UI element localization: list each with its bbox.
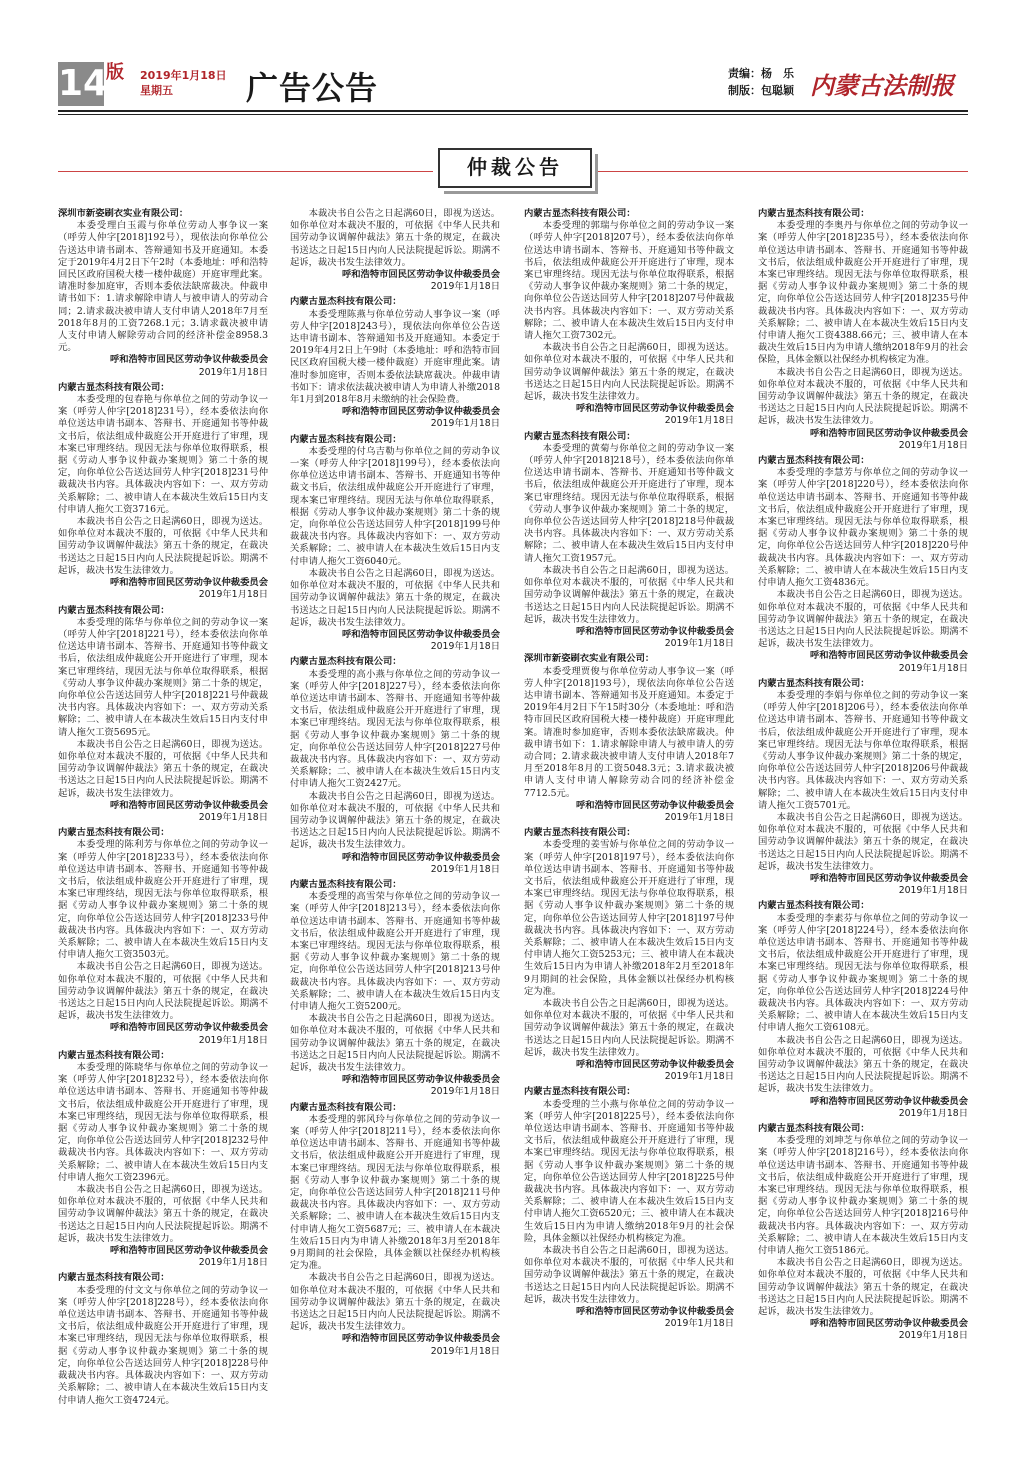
notice [758, 455, 968, 675]
notice-paragraph: 本裁决书自公告之日起满60日，即视为送达。如你单位对本裁决不服的，可依据《中华人民共和国劳动争议调解仲裁法》第五十条的规定，在裁决书送达之日起15日内向人民法院提起诉讼。期满不起诉，裁决书发生法律效力。 [58, 961, 268, 1022]
notice-paragraph: 本委受理的刘坤芝与你单位之间的劳动争议一案（呼劳人仲字[2018]216号），经本委依法向你单位送达申请书副本、答辩书、开庭通知书等仲裁文书后，依法组成仲裁庭公开开庭进行了审理，现本案已审理终结。现因无法与你单位取得联系，根据《劳动人事争议仲裁办案规则》第二十条的规定，向你单位公告送达回劳人仲字[2018]216号仲裁裁决书内容。具体裁决内容如下：一、双方劳动关系解除；二、被申请人在本裁决生效后15日内支付申请人拖欠工资5186元。 [758, 1135, 968, 1257]
notice-date: 2019年1月18日 [898, 439, 968, 451]
notice-recipient: 内蒙古显杰科技有限公司： [290, 433, 402, 445]
notice-recipient: 内蒙古显杰科技有限公司： [524, 208, 636, 219]
notice-recipient: 内蒙古显杰科技有限公司： [524, 827, 636, 839]
notice-paragraph: 本裁决书自公告之日起满60日，即视为送达。如你单位对本裁决不服的，可依据《中华人民共和国劳动争议调解仲裁法》第五十条的规定，在裁决书送达之日起15日内向人民法院提起诉讼。期满不起诉，裁决书发生法律效力。 [58, 516, 268, 576]
notice [58, 605, 268, 825]
notice [524, 1086, 734, 1330]
notice-paragraph: 本委受理的高雪荣与你单位之间的劳动争议一案（呼劳人仲字[2018]213号），经本委依法向你单位送达申请书副本、答辩书、开庭通知书等仲裁文书后，依法组成仲裁庭公开开庭进行了审理，现本案已审理终结。现因无法与你单位取得联系，根据《劳动人事争议仲裁办案规则》第二十条的规定，向你单位公告送达回劳人仲字[2018]213号仲裁裁决书内容。具体裁决内容如下：一、双方劳动关系解除；二、被申请人在本裁决生效后15日内支付申请人拖欠工资5200元。 [290, 891, 500, 1012]
notice-date: 2019年1月18日 [898, 1107, 968, 1119]
notice-recipient: 内蒙古显杰科技有限公司： [290, 656, 402, 668]
notice [758, 678, 968, 898]
page-label: 版 [106, 62, 124, 83]
notice-paragraph: 本裁决书自公告之日起满60日，即视为送达。如你单位对本裁决不服的，可依据《中华人民共和国劳动争议调解仲裁法》第五十条的规定，在裁决书送达之日起15日内向人民法院提起诉讼。期满不起诉，裁决书发生法律效力。 [524, 342, 734, 403]
header-rule [58, 110, 968, 112]
notice [290, 434, 500, 654]
notice-date: 2019年1月18日 [898, 1330, 968, 1342]
notice-paragraph: 本委受理陈燕与你单位劳动人事争议一案（呼劳人仲字[2018]243号），现依法向你单位公告送达申请书副本、答辩通知书及开庭通知。本委定于2019年4月2日上午9时（本委地址：呼和浩特市回民区政府国税大楼一楼仲裁庭）开庭审理此案。请准时参加庭审，否则本委依法缺席裁决。仲裁申请书如下：请求依法裁决被申请人为申请人补缴2018年1月到2018年8月未缴纳的社会保险费。 [290, 308, 500, 406]
page-number: 14 [58, 63, 109, 104]
notice-issuer: 呼和浩特市回民区劳动争议仲裁委员会 [109, 1245, 268, 1257]
notice-paragraph: 本裁决书自公告之日起满60日，即视为送达。如你单位对本裁决不服的，可依据《中华人民共和国劳动争议调解仲裁法》第五十条的规定，在裁决书送达之日起15日内向人民法院提起诉讼。期满不起诉，裁决书发生法律效力。 [758, 1034, 968, 1095]
notice-recipient: 深圳市新姿刷衣实业有限公司： [58, 208, 189, 219]
notice-date: 2019年1月18日 [664, 1318, 734, 1330]
notice-paragraph: 本裁决书自公告之日起满60日，即视为送达。如你单位对本裁决不服的，可依据《中华人民共和国劳动争议调解仲裁法》第五十条的规定，在裁决书送达之日起15日内向人民法院提起诉讼。期满不起诉，裁决书发生法律效力。 [524, 564, 734, 625]
notice-paragraph: 本裁决书自公告之日起满60日，即视为送达。如你单位对本裁决不服的，可依据《中华人民共和国劳动争议调解仲裁法》第五十条的规定，在裁决书送达之日起15日内向人民法院提起诉讼。期满不起诉，裁决书发生法律效力。 [290, 790, 500, 851]
title-rule-right [598, 171, 968, 172]
notice-recipient: 内蒙古显杰科技有限公司： [58, 381, 170, 393]
notice-issuer: 呼和浩特市回民区劳动争议仲裁委员会 [575, 1059, 734, 1071]
notice-date: 2019年1月18日 [198, 811, 268, 823]
issue-weekday: 星期五 [140, 84, 173, 97]
notice-date: 2019年1月18日 [198, 366, 268, 378]
notice-date: 2019年1月18日 [198, 1257, 268, 1269]
notice-recipient: 内蒙古显杰科技有限公司： [758, 455, 870, 467]
notice-paragraph: 本裁决书自公告之日起满60日，即视为送达。如你单位对本裁决不服的，可依据《中华人民共和国劳动争议调解仲裁法》第五十条的规定，在裁决书送达之日起15日内向人民法院提起诉讼。期满不起诉，裁决书发生法律效力。 [58, 1184, 268, 1244]
notice-paragraph: 本裁决书自公告之日起满60日，即视为送达。如你单位对本裁决不服的，可依据《中华人民共和国劳动争议调解仲裁法》第五十条的规定，在裁决书送达之日起15日内向人民法院提起诉讼。期满不起诉，裁决书发生法律效力。 [758, 366, 968, 427]
notice-paragraph: 本裁决书自公告之日起满60日，即视为送达。如你单位对本裁决不服的，可依据《中华人民共和国劳动争议调解仲裁法》第五十条的规定，在裁决书送达之日起15日内向人民法院提起诉讼。期满不起诉，裁决书发生法律效力。 [58, 738, 268, 799]
notice-title-bar [58, 155, 968, 179]
notice [524, 653, 734, 824]
newspaper-logo: 内蒙古法制报 [810, 71, 954, 100]
notice-issuer: 呼和浩特市回民区劳动争议仲裁委员会 [341, 406, 500, 418]
notice-paragraph: 本委受理的陈晓华与你单位之间的劳动争议一案（呼劳人仲字[2018]232号），经本委依法向你单位送达申请书副本、答辩书、开庭通知书等仲裁文书后，依法组成仲裁庭公开开庭进行了审理，现本案已审理终结，现因无法与你单位取得联系，根据《劳动人事争议仲裁办案规则》第二十条的规定，向你单位公告送达回劳人仲字[2018]232号仲裁裁决书内容。具体裁决内容如下：一、双方劳动关系解除；二、被申请人在本裁决生效后15日内支付申请人拖欠工资2396元。 [58, 1062, 268, 1183]
notice-date: 2019年1月18日 [664, 811, 734, 823]
notice-recipient: 内蒙古显杰科技有限公司： [290, 296, 402, 308]
notice [290, 656, 500, 876]
notice-recipient: 深圳市新姿刷衣实业有限公司： [524, 653, 655, 665]
notice-paragraph: 本裁决书自公告之日起满60日，即视为送达。如你单位对本裁决不服的，可依据《中华人民共和国劳动争议调解仲裁法》第五十条的规定，在裁决书送达之日起15日内向人民法院提起诉讼。期满不起诉，裁决书发生法律效力。 [290, 567, 500, 628]
notice-recipient: 内蒙古显杰科技有限公司： [290, 878, 402, 890]
notice-paragraph: 本委受理的郭瑞与你单位之间的劳动争议一案（呼劳人仲字[2018]207号），经本委依法向你单位送达申请书副本、答辩书、开庭通知书等仲裁文书后，依法组成仲裁庭公开开庭进行了审理，现本案已审理终结。现因无法与你单位取得联系，根据《劳动人事争议仲裁办案规则》第二十条的规定，向你单位公告送达回劳人仲字[2018]207号仲裁裁决书内容。具体裁决内容如下：一、双方劳动关系解除；二、被申请人在本裁决生效后15日内支付申请人拖欠工资7302元。 [524, 220, 734, 342]
notice-issuer: 呼和浩特市回民区劳动争议仲裁委员会 [341, 1333, 500, 1345]
notice [58, 1050, 268, 1270]
notice-date: 2019年1月18日 [664, 1071, 734, 1083]
notice-paragraph: 本委受理的兰小燕与你单位之间的劳动争议一案（呼劳人仲字[2018]225号），经本委依法向你单位送达申请书副本、答辩书、开庭通知书等仲裁文书后，依法组成仲裁庭公开开庭进行了审理，现本案已审理终结。现因无法与你单位取得联系，根据《劳动人事争议仲裁办案规则》第二十条的规定，向你单位公告送达回劳人仲字[2018]225号仲裁裁决书内容。具体裁决内容如下：一、双方劳动关系解除；二、被申请人在本裁决生效后15日内支付申请人拖欠工资6520元；三、被申请人在本裁决生效后15日内为申请人缴纳2018年9月的社会保险，具体金额以社保经办机构核定为准。 [524, 1098, 734, 1244]
issue-date-block [140, 68, 227, 98]
notice [758, 900, 968, 1120]
notice [524, 208, 734, 428]
notice-date: 2019年1月18日 [198, 1034, 268, 1046]
column-2 [290, 208, 500, 1361]
notice-paragraph: 本委受理的李素芬与你单位之间的劳动争议一案（呼劳人仲字[2018]224号），经本委依法向你单位送达申请书副本、答辩书、开庭通知书等仲裁文书后，依法组成仲裁庭公开开庭进行了审理，现本案已审理终结。现因无法与你单位取得联系，根据《劳动人事争议仲裁办案规则》第二十条的规定，向你单位公告送达回劳人仲字[2018]224号仲裁裁决书内容。具体裁决内容如下：一、双方劳动关系解除；二、被申请人在本裁决生效后15日内支付申请人拖欠工资6108元。 [758, 912, 968, 1034]
notice-recipient: 内蒙古显杰科技有限公司： [58, 604, 170, 616]
notice-issuer: 呼和浩特市回民区劳动争议仲裁委员会 [809, 427, 968, 439]
notice-paragraph: 本委受理的付文文与你单位之间的劳动争议一案（呼劳人仲字[2018]228号），经本委依法向你单位送达申请书副本、答辩书、开庭通知书等仲裁文书后，依法组成仲裁庭公开开庭进行了审理，现本案已审理终结，现因无法与你单位取得联系，根据《劳动人事争议仲裁办案规则》第二十条的规定，向你单位公告送达回劳人仲字[2018]228号仲裁裁决书内容。具体裁决内容如下：一、双方劳动关系解除；二、被申请人在本裁决生效后15日内支付申请人拖欠工资4724元。 [58, 1284, 268, 1406]
notice-recipient: 内蒙古显杰科技有限公司： [58, 1272, 170, 1284]
notice-recipient: 内蒙古显杰科技有限公司： [758, 208, 870, 219]
notice-issuer: 呼和浩特市回民区劳动争议仲裁委员会 [809, 1318, 968, 1330]
notice-paragraph: 本委受理的包春艳与你单位之间的劳动争议一案（呼劳人仲字[2018]231号），经本委依法向你单位送达申请书副本、答辩书、开庭通知书等仲裁文书后，依法组成仲裁庭公开开庭进行了审理，现本案已审理终结。现因无法与你单位取得联系，根据《劳动人事争议仲裁办案规则》第二十条的规定，向你单位公告送达回劳人仲字[2018]231号仲裁裁决书内容。具体裁决内容如下：一、双方劳动关系解除；二、被申请人在本裁决生效后15日内支付申请人拖欠工资3716元。 [58, 394, 268, 515]
notice-issuer: 呼和浩特市回民区劳动争议仲裁委员会 [109, 1022, 268, 1034]
header-rule-thin [58, 114, 968, 115]
notice-paragraph: 本委受理贾俊与你单位劳动人事争议一案（呼劳人仲字[2018]193号），现依法向你单位公告送达申请书副本、答辩通知书及开庭通知。本委定于2019年4月2日下午15时30分（本委地址：呼和浩特市回民区政府国税大楼一楼仲裁庭）开庭审理此案。请准时参加庭审，否则本委依法缺席裁决。仲裁申请书如下：1.请求解除申请人与被申请人的劳动合同；2.请求裁决被申请人支付申请人2018年7月至2018年8月的工资5048.3元；3.请求裁决被申请人支付申请人解除劳动合同的经济补偿金7712.5元。 [524, 665, 734, 799]
notice-recipient: 内蒙古显杰科技有限公司： [290, 1101, 402, 1113]
notice-paragraph: 本委受理的李慧芳与你单位之间的劳动争议一案（呼劳人仲字[2018]220号），经本委依法向你单位送达申请书副本、答辩书、开庭通知书等仲裁文书后，依法组成仲裁庭公开开庭进行了审理，现本案已审理终结。现因无法与你单位取得联系，根据《劳动人事争议仲裁办案规则》第二十条的规定，向你单位公告送达回劳人仲字[2018]220号仲裁裁决书内容。具体裁决内容如下：一、双方劳动关系解除；二、被申请人在本裁决生效后15日内支付申请人拖欠工资4836元。 [758, 467, 968, 589]
notice-paragraph: 本委受理的李娟与你单位之间的劳动争议一案（呼劳人仲字[2018]206号），经本委依法向你单位送达申请书副本、答辩书、开庭通知书等仲裁文书后，依法组成仲裁庭公开开庭进行了审理，现本案已审理终结。现因无法与你单位取得联系，根据《劳动人事争议仲裁办案规则》第二十条的规定，向你单位公告送达回劳人仲字[2018]206号仲裁裁决书内容。具体裁决内容如下：一、双方劳动关系解除；二、被申请人在本裁决生效后15日内支付申请人拖欠工资5701元。 [758, 689, 968, 811]
notice-issuer: 呼和浩特市回民区劳动争议仲裁委员会 [109, 354, 268, 366]
notice-paragraph: 本裁决书自公告之日起满60日，即视为送达。如你单位对本裁决不服的，可依据《中华人民共和国劳动争议调解仲裁法》第五十条的规定，在裁决书送达之日起15日内向人民法院提起诉讼。期满不起诉，裁决书发生法律效力。 [758, 589, 968, 650]
notice-issuer: 呼和浩特市回民区劳动争议仲裁委员会 [341, 269, 500, 281]
notice-paragraph: 本裁决书自公告之日起满60日，即视为送达。如你单位对本裁决不服的，可依据《中华人民共和国劳动争议调解仲裁法》第五十条的规定，在裁决书送达之日起15日内向人民法院提起诉讼。期满不起诉，裁决书发生法律效力。 [524, 1245, 734, 1305]
notice-issuer: 呼和浩特市回民区劳动争议仲裁委员会 [109, 577, 268, 589]
editor: 责编：杨 乐 [728, 67, 794, 80]
notice-paragraph: 本委受理的陈利芳与你单位之间的劳动争议一案（呼劳人仲字[2018]233号），经本委依法向你单位送达申请书副本、答辩书、开庭通知书等仲裁文书后，依法组成仲裁庭公开开庭进行了审理，现本案已审理终结，现因无法与你单位取得联系，根据《劳动人事争议仲裁办案规则》第二十条的规定，向你单位公告送达回劳人仲字[2018]233号仲裁裁决书内容。具体裁决内容如下：一、双方劳动关系解除；二、被申请人在本裁决生效后15日内支付申请人拖欠工资3503元。 [58, 839, 268, 961]
notice-recipient: 内蒙古显杰科技有限公司： [524, 1086, 636, 1098]
notice-recipient: 内蒙古显杰科技有限公司： [758, 900, 870, 912]
notice-issuer: 呼和浩特市回民区劳动争议仲裁委员会 [809, 1095, 968, 1107]
notice [58, 382, 268, 602]
notice [524, 431, 734, 651]
notice-paragraph: 本裁决书自公告之日起满60日，即视为送达。如你单位对本裁决不服的，可依据《中华人民共和国劳动争议调解仲裁法》第五十条的规定，在裁决书送达之日起15日内向人民法院提起诉讼。期满不起诉，裁决书发生法律效力。 [524, 998, 734, 1058]
notice [290, 1102, 500, 1358]
notice-date: 2019年1月18日 [664, 415, 734, 427]
notice [290, 879, 500, 1099]
notice-issuer: 呼和浩特市回民区劳动争议仲裁委员会 [341, 1074, 500, 1086]
notice [58, 208, 268, 379]
notice-issuer: 呼和浩特市回民区劳动争议仲裁委员会 [575, 403, 734, 415]
notice-paragraph: 本委受理白玉霞与你单位劳动人事争议一案（呼劳人仲字[2018]192号），现依法向你单位公告送达申请书副本、答辩通知书及开庭通知。本委定于2019年4月2日下午2时（本委地址：呼和浩特回民区政府国税大楼一楼仲裁庭）开庭审理此案。请准时参加庭审，否则本委依法缺席裁决。仲裁申请书如下：1.请求解除申请人与被申请人的劳动合同；2.请求裁决被申请人支付申请人2018年7月至2018年8月的工资7268.1元；3.请求裁决被申请人支付申请人解除劳动合同的经济补偿金8958.3元。 [58, 220, 268, 354]
notice-date: 2019年1月18日 [898, 885, 968, 897]
notice-date: 2019年1月18日 [430, 418, 500, 430]
notice-paragraph: 本裁决书自公告之日起满60日，即视为送达。如你单位对本裁决不服的，可依据《中华人民共和国劳动争议调解仲裁法》第五十条的规定，在裁决书送达之日起15日内向人民法院提起诉讼。期满不起诉，裁决书发生法律效力。 [758, 811, 968, 872]
notice [290, 208, 500, 293]
notice-date: 2019年1月18日 [430, 1345, 500, 1357]
notice [758, 208, 968, 452]
notice-issuer: 呼和浩特市回民区劳动争议仲裁委员会 [575, 799, 734, 811]
notice [58, 827, 268, 1047]
notice-date: 2019年1月18日 [430, 863, 500, 875]
editor-credits [728, 65, 794, 99]
column-4 [758, 208, 968, 1346]
notice-paragraph: 本裁决书自公告之日起满60日，即视为送达。如你单位对本裁决不服的，可依据《中华人民共和国劳动争议调解仲裁法》第五十条的规定，在裁决书送达之日起15日内向人民法院提起诉讼。期满不起诉，裁决书发生法律效力。 [290, 208, 500, 268]
notice-date: 2019年1月18日 [430, 1086, 500, 1098]
notice-paragraph: 本委受理的高小燕与你单位之间的劳动争议一案（呼劳人仲字[2018]227号），经本委依法向你单位送达申请书副本、答辩书、开庭通知书等仲裁文书后，依法组成仲裁庭公开开庭进行了审理，现本案已审理终结。现因无法与你单位取得联系，根据《劳动人事争议仲裁办案规则》第二十条的规定，向你单位公告送达回劳人仲字[2018]227号仲裁裁决书内容。具体裁决内容如下：一、双方劳动关系解除；二、被申请人在本裁决生效后15日内支付申请人拖欠工资2427元。 [290, 668, 500, 790]
notice-title: 仲裁公告 [438, 148, 592, 188]
notice [290, 296, 500, 430]
notice-paragraph: 本委受理的姜雪娇与你单位之间的劳动争议一案（呼劳人仲字[2018]197号），经本委依法向你单位送达申请书副本、答辩书、开庭通知书等仲裁文书后，依法组成仲裁庭公开开庭进行了审理，现本案已审理终结。现因无法与你单位取得联系，根据《劳动人事争议仲裁办案规则》第二十条的规定，向你单位公告送达回劳人仲字[2018]197号仲裁裁决书内容。具体裁决内容如下：一、双方劳动关系解除；二、被申请人在本裁决生效后15日内支付申请人拖欠工资5253元；三、被申请人在本裁决生效后15日内为申请人补缴2018年2月至2018年9月期间的社会保险，具体金额以社保经办机构核定为准。 [524, 839, 734, 997]
notice-issuer: 呼和浩特市回民区劳动争议仲裁委员会 [109, 799, 268, 811]
notice-recipient: 内蒙古显杰科技有限公司： [758, 1123, 870, 1135]
notice-recipient: 内蒙古显杰科技有限公司： [524, 430, 636, 442]
notice-issuer: 呼和浩特市回民区劳动争议仲裁委员会 [341, 851, 500, 863]
notice-paragraph: 本委受理的黄菊与你单位之间的劳动争议一案（呼劳人仲字[2018]218号），经本委依法向你单位送达申请书副本、答辩书、开庭通知书等仲裁文书后，依法组成仲裁庭公开开庭进行了审理，现本案已审理终结。现因无法与你单位取得联系，根据《劳动人事争议仲裁办案规则》第二十条的规定，向你单位公告送达回劳人仲字[2018]218号仲裁裁决书内容。具体裁决内容如下：一、双方劳动关系解除；二、被申请人在本裁决生效后15日内支付申请人拖欠工资1957元。 [524, 442, 734, 564]
notice-date: 2019年1月18日 [430, 641, 500, 653]
notice-paragraph: 本裁决书自公告之日起满60日，即视为送达。如你单位对本裁决不服的，可依据《中华人民共和国劳动争议调解仲裁法》第五十条的规定，在裁决书送达之日起15日内向人民法院提起诉讼。期满不起诉，裁决书发生法律效力。 [290, 1013, 500, 1074]
notice-paragraph: 本委受理的付乌吉勒与你单位之间的劳动争议一案（呼劳人仲字[2018]199号），经本委依法向你单位送达申请书副本、答辩书、开庭通知书等仲裁文书后，依法组成仲裁庭公开开庭进行了审理，现本案已审理终结。现因无法与你单位取得联系，根据《劳动人事争议仲裁办案规则》第二十条的规定，向你单位公告送达回劳人仲字[2018]199号仲裁裁决书内容。具体裁决内容如下：一、双方劳动关系解除；二、被申请人在本裁决生效后15日内支付申请人拖欠工资6040元。 [290, 445, 500, 567]
notice [58, 1272, 268, 1406]
page-header [58, 62, 968, 107]
notice-paragraph: 本裁决书自公告之日起满60日，即视为送达。如你单位对本裁决不服的，可依据《中华人民共和国劳动争议调解仲裁法》第五十条的规定，在裁决书送达之日起15日内向人民法院提起诉讼。期满不起诉，裁决书发生法律效力。 [290, 1272, 500, 1333]
notice [524, 827, 734, 1083]
notice-issuer: 呼和浩特市回民区劳动争议仲裁委员会 [575, 625, 734, 637]
section-title: 广告公告 [246, 69, 379, 107]
notice-recipient: 内蒙古显杰科技有限公司： [758, 677, 870, 689]
notice-issuer: 呼和浩特市回民区劳动争议仲裁委员会 [575, 1306, 734, 1318]
notice-issuer: 呼和浩特市回民区劳动争议仲裁委员会 [809, 872, 968, 884]
title-rule-left [58, 171, 433, 172]
notice-recipient: 内蒙古显杰科技有限公司： [58, 827, 170, 839]
notice-paragraph: 本委受理的陈华与你单位之间的劳动争议一案（呼劳人仲字[2018]221号），经本委依法向你单位送达申请书副本、答辩书、开庭通知书等仲裁文书后，依法组成仲裁庭公开开庭进行了审理，现本案已审理终结，现因无法与你单位取得联系，根据《劳动人事争议仲裁办案规则》第二十条的规定，向你单位公告送达回劳人仲字[2018]221号仲裁裁决书内容。具体裁决内容如下：一、双方劳动关系解除；二、被申请人在本裁决生效后15日内支付申请人拖欠工资5695元。 [58, 616, 268, 738]
issue-date: 2019年1月18日 [140, 69, 227, 82]
notice-date: 2019年1月18日 [664, 638, 734, 650]
notice-date: 2019年1月18日 [898, 662, 968, 674]
notice-date: 2019年1月18日 [198, 589, 268, 601]
notice-paragraph: 本裁决书自公告之日起满60日，即视为送达。如你单位对本裁决不服的，可依据《中华人民共和国劳动争议调解仲裁法》第五十条的规定，在裁决书送达之日起15日内向人民法院提起诉讼。期满不起诉，裁决书发生法律效力。 [758, 1257, 968, 1318]
notice [758, 1123, 968, 1343]
notice-issuer: 呼和浩特市回民区劳动争议仲裁委员会 [341, 628, 500, 640]
column-3 [524, 208, 734, 1333]
notice-issuer: 呼和浩特市回民区劳动争议仲裁委员会 [809, 650, 968, 662]
notice-paragraph: 本委受理的郭风玲与你单位之间的劳动争议一案（呼劳人仲字[2018]211号），经本委依法向你单位送达申请书副本、答辩书、开庭通知书等仲裁文书后，依法组成仲裁庭公开开庭进行了审理，现本案已审理终结。现因无法与你单位取得联系，根据《劳动人事争议仲裁办案规则》第二十条的规定，向你单位公告送达回劳人仲字[2018]211号仲裁裁决书内容。具体裁决内容如下：一、双方劳动关系解除；二、被申请人在本裁决生效后15日内支付申请人拖欠工资5687元；三、被申请人在本裁决生效后15日内为申请人补缴2018年3月至2018年9月期间的社会保险，具体金额以社保经办机构核定为准。 [290, 1113, 500, 1272]
notice-date: 2019年1月18日 [430, 281, 500, 293]
notice-recipient: 内蒙古显杰科技有限公司： [58, 1049, 170, 1061]
notice-paragraph: 本委受理的李奥丹与你单位之间的劳动争议一案（呼劳人仲字[2018]235号），经本委依法向你单位送达申请书副本、答辩书、开庭通知书等仲裁文书后，依法组成仲裁庭公开开庭进行了审理，现本案已审理终结。现因无法与你单位取得联系，根据《劳动人事争议仲裁办案规则》第二十条的规定，向你单位公告送达回劳人仲字[2018]235号仲裁裁决书内容。具体裁决内容如下：一、双方劳动关系解除；二、被申请人在本裁决生效后15日内支付申请人拖欠工资4388.66元；三、被申请人在本裁决生效后15日内为申请人缴纳2018年9月的社会保险，具体金额以社保经办机构核定为准。 [758, 220, 968, 366]
column-1 [58, 208, 268, 1410]
production: 制版：包聪颖 [728, 84, 794, 97]
